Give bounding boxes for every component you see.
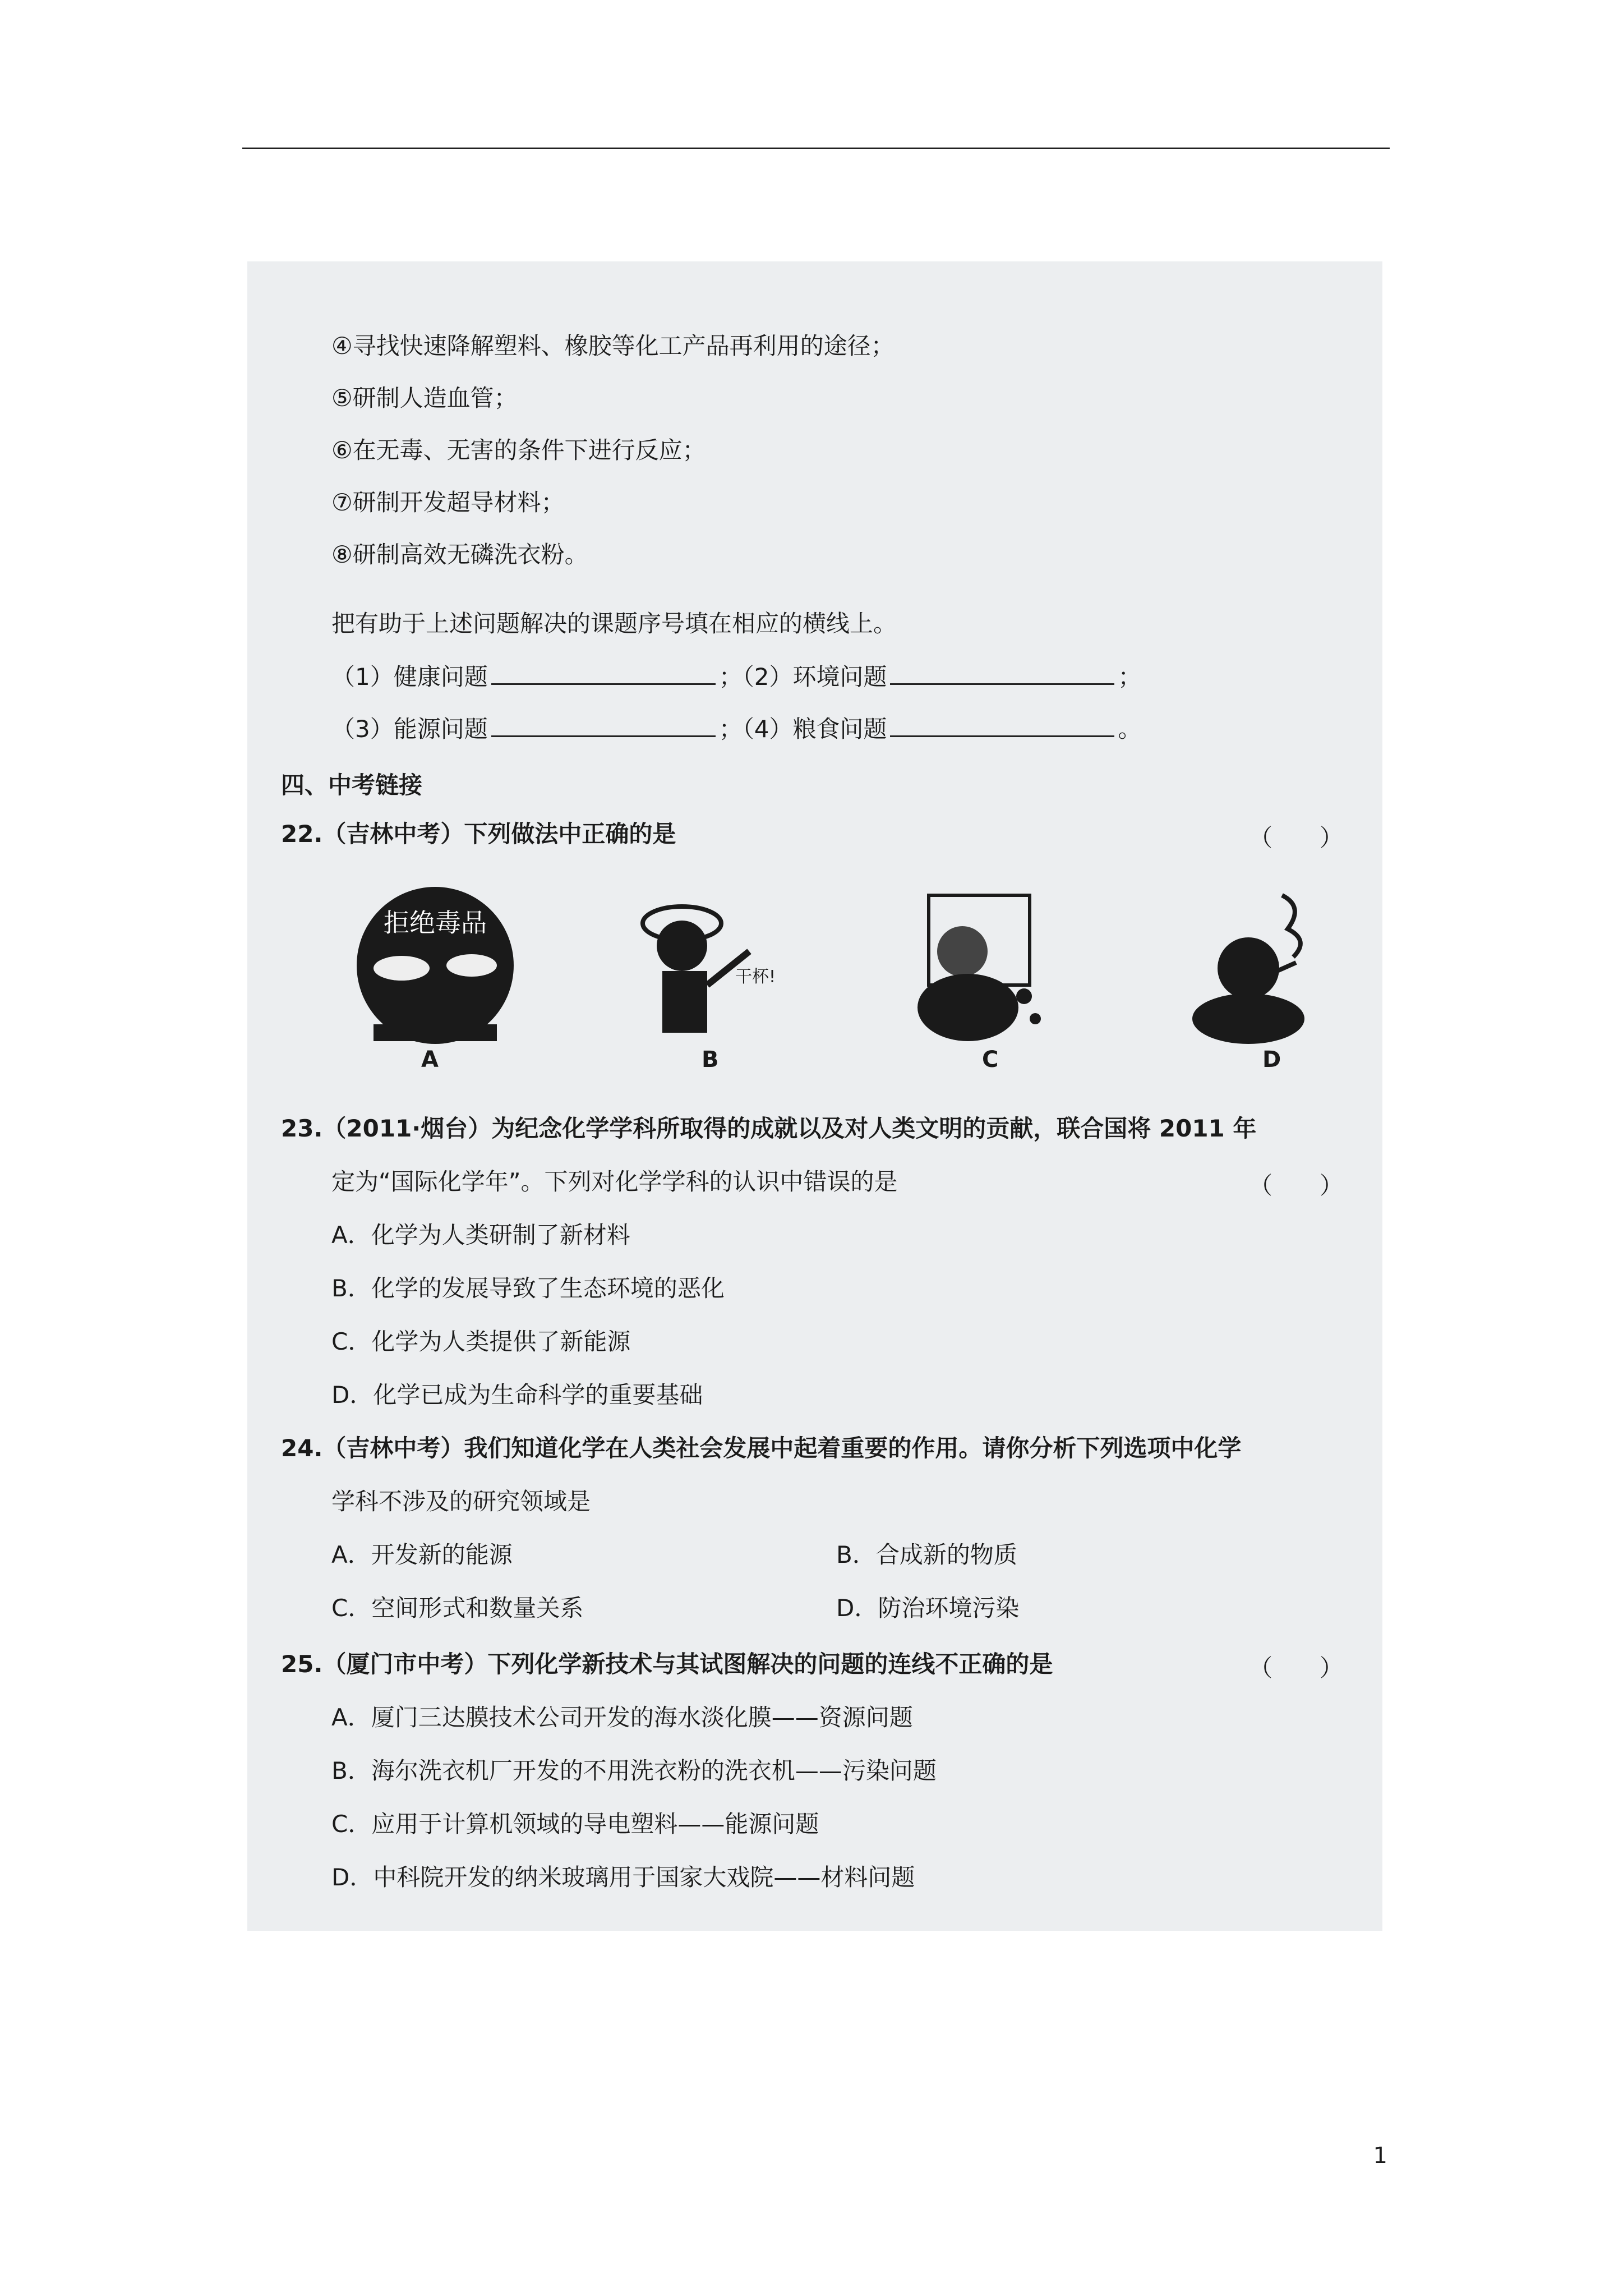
text-line: ⑤研制人造血管； [331, 384, 518, 412]
smoking-man-icon [1175, 884, 1344, 1052]
no-drugs-poster-icon [351, 884, 519, 1052]
text-line: 把有助于上述问题解决的课题序号填在相应的横线上。 [331, 610, 897, 637]
header-rule [242, 148, 1390, 149]
option-label-d: D [1262, 1047, 1281, 1073]
text-line: ④寻找快速降解塑料、橡胶等化工产品再利用的途径； [331, 332, 895, 360]
option-c[interactable]: C．空间形式和数量关系 [331, 1594, 584, 1622]
text-line: ⑦研制开发超导材料； [331, 489, 565, 516]
section-title: 四、中考链接 [281, 771, 423, 799]
poster-text: 拒绝毒品 [384, 908, 487, 938]
drinking-man-icon [615, 884, 783, 1052]
option-a[interactable]: A．厦门三达膜技术公司开发的海水淡化膜——资源问题 [331, 1704, 913, 1731]
fill-row-1 [331, 661, 1141, 692]
option-c[interactable]: C．应用于计算机领域的导电塑料——能源问题 [331, 1810, 819, 1838]
option-b[interactable]: B．海尔洗衣机厂开发的不用洗衣粉的洗衣机——污染问题 [331, 1757, 937, 1784]
blank-food[interactable] [890, 713, 1114, 737]
text-line: ⑥在无毒、无害的条件下进行反应； [331, 436, 706, 464]
option-b[interactable]: B．化学的发展导致了生态环境的恶化 [331, 1274, 725, 1302]
option-c[interactable]: C．化学为人类提供了新能源 [331, 1328, 631, 1355]
scanned-page [247, 261, 1382, 1931]
punct: 。 [1118, 715, 1142, 743]
question-24-line2: 学科不涉及的研究领域是 [331, 1488, 591, 1515]
option-d[interactable]: D．防治环境污染 [836, 1594, 1020, 1622]
speech-text: 干杯! [735, 967, 776, 987]
answer-paren-22[interactable]: （ ） [1248, 824, 1343, 852]
option-d[interactable]: D．化学已成为生命科学的重要基础 [331, 1381, 703, 1409]
page-number: 1 [1373, 2143, 1387, 2169]
blank-health[interactable] [491, 661, 716, 685]
option-d[interactable]: D．中科院开发的纳米玻璃用于国家大戏院——材料问题 [331, 1864, 915, 1891]
answer-paren-25[interactable]: （ ） [1248, 1654, 1343, 1682]
option-label-c: C [982, 1047, 999, 1073]
option-label-b: B [702, 1047, 719, 1073]
label-energy: （3）能源问题 [331, 715, 488, 743]
q22-pictures [334, 884, 1344, 1073]
question-23-line2: 定为“国际化学年”。下列对化学学科的认识中错误的是 [331, 1168, 898, 1195]
answer-paren-23[interactable]: （ ） [1248, 1172, 1343, 1199]
punct: ； [1118, 663, 1142, 691]
option-a[interactable]: A．开发新的能源 [331, 1541, 513, 1568]
text-line: ⑧研制高效无磷洗衣粉。 [331, 541, 588, 568]
question-22: 22.（吉林中考）下列做法中正确的是 [281, 820, 676, 848]
label-health: （1）健康问题 [331, 663, 488, 691]
fill-row-2 [331, 713, 1141, 744]
question-24-line1: 24.（吉林中考）我们知道化学在人类社会发展中起着重要的作用。请你分析下列选项中化学 [281, 1434, 1242, 1462]
option-a[interactable]: A．化学为人类研制了新材料 [331, 1221, 630, 1249]
question-25: 25.（厦门市中考）下列化学新技术与其试图解决的问题的连线不正确的是 [281, 1650, 1053, 1678]
label-food: ；（4）粮食问题 [718, 715, 887, 743]
option-label-a: A [421, 1047, 439, 1073]
label-environment: ；（2）环境问题 [718, 663, 887, 691]
coughing-woman-icon [895, 884, 1063, 1052]
blank-energy[interactable] [491, 713, 716, 737]
question-23-line1: 23.（2011·烟台）为纪念化学学科所取得的成就以及对人类文明的贡献，联合国将 2011 年 [281, 1115, 1257, 1142]
option-b[interactable]: B．合成新的物质 [836, 1541, 1017, 1568]
blank-environment[interactable] [890, 661, 1114, 685]
